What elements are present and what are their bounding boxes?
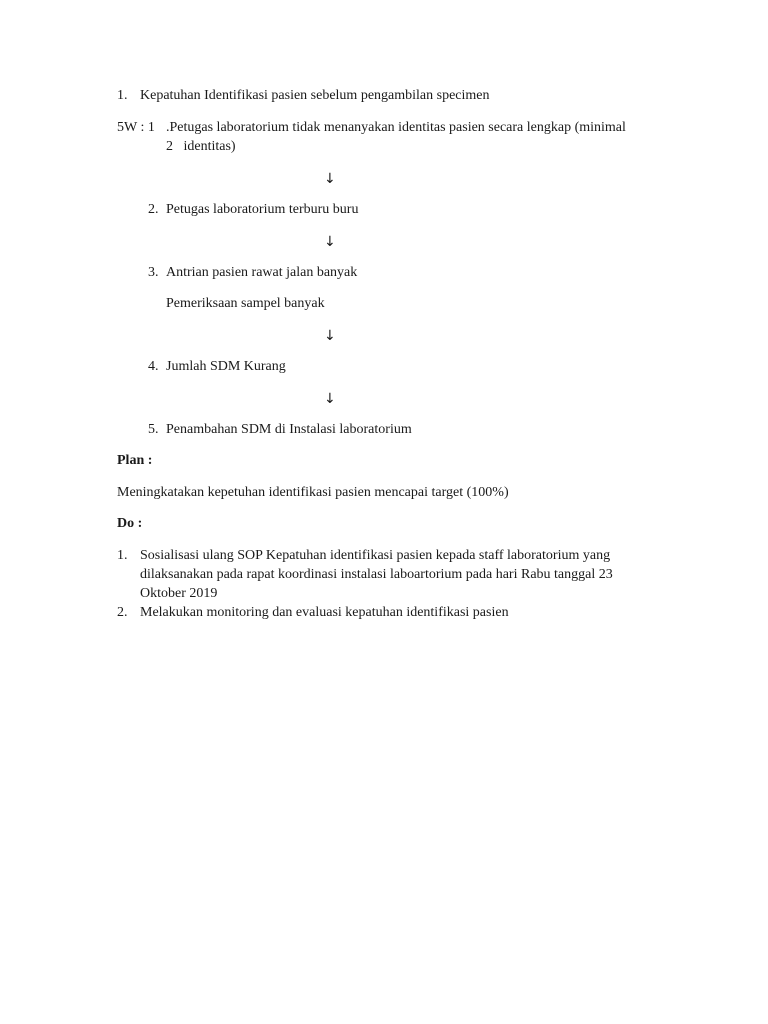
fivew-prefix: 5W : 1	[117, 120, 155, 135]
heading-number: 1.	[117, 88, 128, 103]
do-item1-line1: Sosialisasi ulang SOP Kepatuhan identifikasi pasien kepada staff laboratorium yang	[140, 548, 611, 563]
heading-text: Kepatuhan Identifikasi pasien sebelum pengambilan specimen	[140, 88, 490, 103]
fivew-item4-text: Jumlah SDM Kurang	[166, 359, 286, 374]
fivew-item5-text: Penambahan SDM di Instalasi laboratorium	[166, 422, 412, 437]
down-arrow-icon: ↓	[324, 328, 336, 344]
do-item2-number: 2.	[117, 605, 128, 620]
down-arrow-icon: ↓	[324, 234, 336, 250]
fivew-item1-line1: .Petugas laboratorium tidak menanyakan identitas pasien secara lengkap (minimal	[166, 120, 626, 135]
fivew-item3-extra: Pemeriksaan sampel banyak	[166, 296, 325, 311]
plan-text: Meningkatakan kepetuhan identifikasi pasien mencapai target (100%)	[117, 485, 509, 500]
do-label: Do :	[117, 516, 143, 531]
fivew-item1-line2: 2 identitas)	[166, 139, 236, 154]
do-item1-line3: Oktober 2019	[140, 586, 218, 601]
fivew-item3-number: 3.	[148, 265, 159, 280]
plan-label: Plan :	[117, 453, 153, 468]
do-item1-line2: dilaksanakan pada rapat koordinasi instalasi laboartorium pada hari Rabu tanggal 23	[140, 567, 613, 582]
fivew-item2-number: 2.	[148, 202, 159, 217]
down-arrow-icon: ↓	[324, 391, 336, 407]
down-arrow-icon: ↓	[324, 171, 336, 187]
fivew-item5-number: 5.	[148, 422, 159, 437]
do-item2-text: Melakukan monitoring dan evaluasi kepatuhan identifikasi pasien	[140, 605, 509, 620]
do-item1-number: 1.	[117, 548, 128, 563]
fivew-item2-text: Petugas laboratorium terburu buru	[166, 202, 359, 217]
fivew-item4-number: 4.	[148, 359, 159, 374]
fivew-item3-text: Antrian pasien rawat jalan banyak	[166, 265, 358, 280]
